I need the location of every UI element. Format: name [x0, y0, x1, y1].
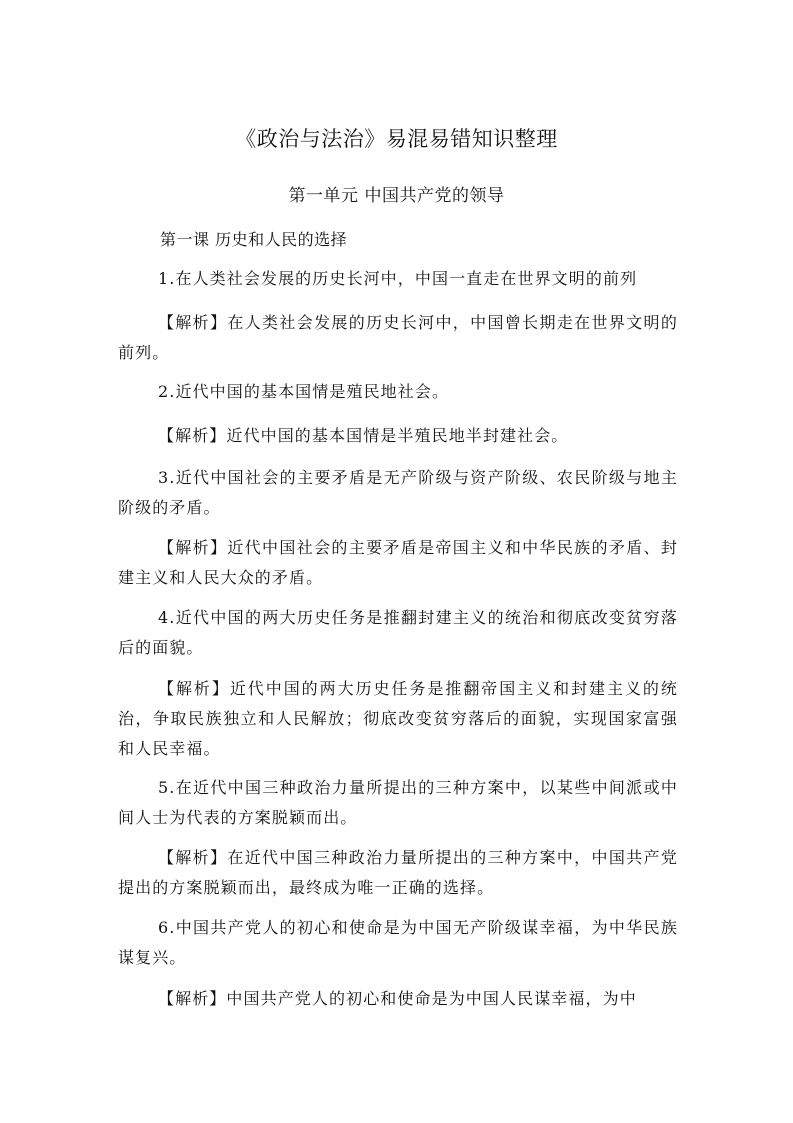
analysis-6: 【解析】中国共产党人的初心和使命是为中国人民谋幸福，为中	[158, 989, 637, 1008]
question-5: 5.在近代中国三种政治力量所提出的三种方案中，以某些中间派或中间人士为代表的方案脱颖而出。	[118, 778, 678, 827]
analysis-1: 【解析】在人类社会发展的历史长河中，中国曾长期走在世界文明的前列。	[118, 313, 678, 362]
analysis-3: 【解析】近代中国社会的主要矛盾是帝国主义和中华民族的矛盾、封建主义和人民大众的矛盾。	[118, 538, 678, 587]
lesson-heading: 第一课 历史和人民的选择	[160, 230, 348, 249]
analysis-2: 【解析】近代中国的基本国情是半殖民地半封建社会。	[158, 426, 569, 445]
analysis-5: 【解析】在近代中国三种政治力量所提出的三种方案中，中国共产党提出的方案脱颖而出，最终成为唯一正确的选择。	[118, 848, 678, 897]
question-4: 4.近代中国的两大历史任务是推翻封建主义的统治和彻底改变贫穷落后的面貌。	[118, 608, 678, 657]
question-6: 6.中国共产党人的初心和使命是为中国无产阶级谋幸福，为中华民族谋复兴。	[118, 918, 678, 967]
document-title: 《政治与法治》易混易错知识整理	[235, 127, 558, 151]
analysis-4: 【解析】近代中国的两大历史任务是推翻帝国主义和封建主义的统治，争取民族独立和人民解放；彻底改变贫穷落后的面貌，实现国家富强和人民幸福。	[118, 679, 678, 758]
question-3: 3.近代中国社会的主要矛盾是无产阶级与资产阶级、农民阶级与地主阶级的矛盾。	[118, 468, 678, 517]
question-1: 1.在人类社会发展的历史长河中，中国一直走在世界文明的前列	[158, 269, 638, 288]
question-2: 2.近代中国的基本国情是殖民地社会。	[158, 382, 450, 401]
unit-heading: 第一单元 中国共产党的领导	[288, 186, 505, 206]
